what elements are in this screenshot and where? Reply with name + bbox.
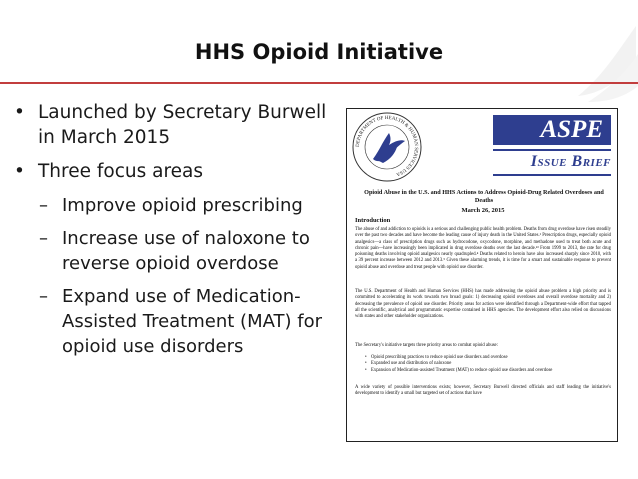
bullet-item [14,100,334,150]
issue-brief-thumbnail [346,108,618,442]
paragraph: A wide variety of possible interventions exists; however, Secretary Burwell directed officials and staff leading the initiative's development to identify a small but targeted set of actions that have [355,385,611,397]
sub-bullet-text: Increase use of naloxone to reverse opioid overdose [62,228,310,274]
aspe-brand: ASPE [493,115,611,145]
issue-brief-label [493,153,611,171]
sub-bullet-item [14,193,334,218]
bullet-list [14,100,334,367]
paragraph: The Secretary's initiative targets three priority areas to combat opioid abuse: [355,343,498,348]
bullet-icon: • [14,102,25,123]
brand-rule [493,149,611,151]
bullet-icon: • [14,161,25,182]
document-title: Opioid Abuse in the U.S. and HHS Actions to Address Opioid-Drug Related Overdoses and Deaths [364,189,604,204]
intro-heading: Introduction [355,217,391,224]
list-item: • Expansion of Medication-assisted Treatment (MAT) to reduce opioid use disorders and overdose [365,368,609,374]
list-item: • Opioid prescribing practices to reduce opioid use disorders and overdose [365,355,609,361]
dash-icon: – [39,195,48,216]
paragraph: The abuse of and addiction to opioids is a serious and challenging public health problem. Deaths from drug overdose have risen steadily over the past two decades and have become the leading cause of injury death in the United States.¹ Prescription drugs, especially opioid analgesics—a class of prescription drugs such as hydrocodone, oxycodone, morphine, and methadone used to treat both acute and chronic pain—have increasingly been implicated in drug overdose deaths over the last decade.²³ From 1999 to 2013, the rate for drug poisoning deaths involving opioid analgesics nearly quadrupled.⁴ Deaths related to heroin have also increased sharply since 2010, with a 39 percent increase between 2012 and 2013.⁵ Given these alarming trends, it is time for a smart and sustainable response to prevent opioid abuse and overdose and treat people with opioid use disorder. [355,227,611,270]
dash-icon: – [39,228,48,249]
bullet-text: Three focus areas [38,161,204,182]
dash-icon: – [39,286,48,307]
sub-bullet-item [14,226,334,276]
priority-list [365,355,609,374]
hhs-seal-icon [351,111,423,183]
paragraph: The U.S. Department of Health and Human Services (HHS) has made addressing the opioid abuse problem a high priority and is committed to accelerating its work towards two broad goals: 1) decreasing opioid overdoses and overall overdose mortality and 2) decreasing the prevalence of opioid use disorder. Priority areas for action were identified through a Department-wide effort that tapped all the scientific, analytical and programmatic expertise contained in HHS agencies. The development effort also relied on discussions with states and other stakeholder organizations. [355,289,611,320]
sub-bullet-text: Expand use of Medication-Assisted Treatment (MAT) for opioid use disorders [62,286,322,357]
seal-text: DEPARTMENT OF HEALTH & HUMAN SERVICES USA [355,115,419,177]
subtitle-rule [493,174,611,176]
title-divider [0,82,638,84]
sub-bullet-item [14,284,334,359]
bullet-text: Launched by Secretary Burwell in March 2015 [38,102,327,148]
sub-bullet-text: Improve opioid prescribing [62,195,303,216]
list-item: • Expanded use and distribution of naloxone [365,361,609,367]
document-date: March 26, 2015 [461,207,505,214]
slide-title: HHS Opioid Initiative [194,40,444,64]
issue-brief-text: Issue Brief [530,153,611,170]
bullet-item [14,159,334,184]
